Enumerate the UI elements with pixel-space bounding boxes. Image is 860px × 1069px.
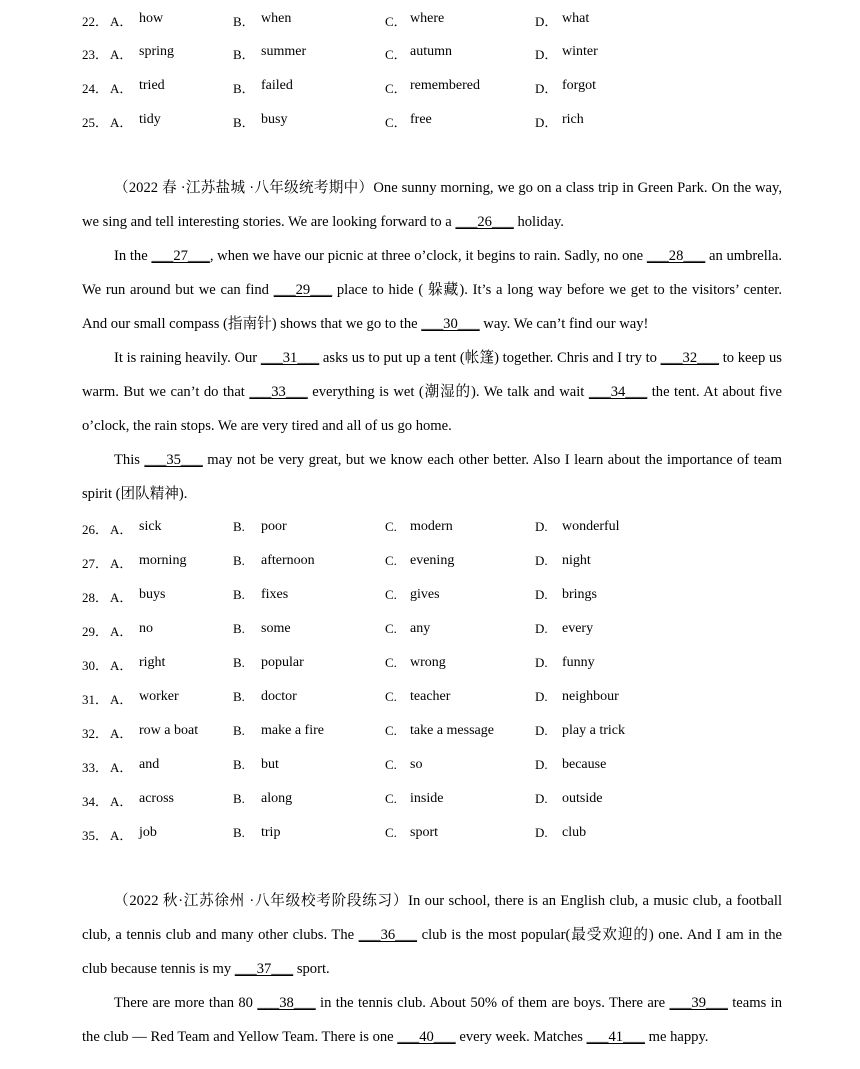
option-letter: A．	[110, 692, 133, 707]
answer-blank: ___29___	[273, 282, 333, 298]
passage-text: to keep us warm. But we can’t do that	[82, 350, 782, 400]
option-text: morning	[139, 553, 187, 568]
question-number: 31．	[82, 692, 109, 707]
passage-text: In the	[114, 248, 152, 264]
option-letter: B.	[233, 553, 245, 568]
option-text: take a message	[410, 723, 494, 738]
option-letter: B.	[233, 655, 245, 670]
option-letter: A．	[110, 115, 133, 130]
option-text: right	[139, 655, 166, 670]
question-number: 29．	[82, 624, 109, 639]
option-letter: C.	[385, 825, 397, 840]
option-text: row a boat	[139, 723, 199, 738]
passage-text: teams in the club — Red Team and Yellow Team. There is one	[82, 995, 782, 1045]
option-letter: B.	[233, 757, 245, 772]
option-letter: A．	[110, 658, 133, 673]
passage-text: everything is wet (潮湿的). We talk and wait	[307, 384, 589, 400]
option-letter: B．	[233, 115, 255, 130]
option-text: tried	[139, 78, 165, 93]
option-letter: A．	[110, 522, 133, 537]
option-letter: D.	[535, 757, 548, 772]
option-letter: B.	[233, 587, 245, 602]
question-number: 34．	[82, 794, 109, 809]
question-row	[0, 519, 860, 543]
option-letter: A．	[110, 794, 133, 809]
passage-school-clubs	[82, 884, 782, 1054]
option-letter: C.	[385, 791, 397, 806]
option-letter: D．	[535, 81, 558, 96]
question-number: 22．	[82, 14, 109, 29]
option-text: doctor	[261, 689, 297, 704]
option-text: spring	[139, 44, 174, 59]
option-text: no	[139, 621, 153, 636]
option-text: every	[562, 621, 594, 636]
question-row	[0, 78, 860, 102]
question-number: 30．	[82, 658, 109, 673]
option-letter: B．	[233, 47, 255, 62]
passage3-paragraph-2	[82, 986, 782, 1054]
passage2-paragraph-1	[82, 171, 782, 239]
answer-blank: ___34___	[588, 384, 648, 400]
option-text: wrong	[410, 655, 446, 670]
option-letter: A．	[110, 624, 133, 639]
answer-blank: ___32___	[660, 350, 719, 366]
option-letter: D.	[535, 519, 548, 534]
question-row	[0, 791, 860, 815]
option-text: across	[139, 791, 174, 806]
option-letter: C．	[385, 115, 407, 130]
option-text: funny	[562, 655, 595, 670]
passage-text: It is raining heavily. Our	[114, 350, 261, 366]
option-letter: B.	[233, 621, 245, 636]
question-number: 28．	[82, 590, 109, 605]
option-letter: D.	[535, 553, 548, 568]
option-text: make a fire	[261, 723, 324, 738]
question-row	[0, 112, 860, 136]
option-letter: C．	[385, 47, 407, 62]
option-letter: A．	[110, 14, 133, 29]
option-letter: A．	[110, 590, 133, 605]
question-row	[0, 621, 860, 645]
option-text: fixes	[261, 587, 289, 602]
option-letter: A．	[110, 726, 133, 741]
question-row	[0, 11, 860, 35]
answer-blank: ___30___	[421, 316, 480, 332]
question-number: 25．	[82, 115, 109, 130]
answer-blank: ___27___	[151, 248, 210, 264]
passage-text: holiday.	[513, 214, 564, 230]
option-letter: B．	[233, 14, 255, 29]
option-letter: D.	[535, 723, 548, 738]
passage-text: the tent. At about five o’clock, the rain stops. We are very tired and all of us go home.	[82, 384, 782, 434]
answer-blank: ___39___	[669, 995, 728, 1011]
option-text: club	[562, 825, 587, 840]
option-text: night	[562, 553, 591, 568]
option-letter: D.	[535, 655, 548, 670]
option-text: some	[261, 621, 291, 636]
answer-blank: ___26___	[455, 214, 514, 230]
passage-text: every week. Matches	[455, 1029, 587, 1045]
question-number: 27．	[82, 556, 109, 571]
option-text: trip	[261, 825, 281, 840]
passage-text: sport.	[293, 961, 330, 977]
question-number: 32．	[82, 726, 109, 741]
option-text: along	[261, 791, 293, 806]
option-text: afternoon	[261, 553, 315, 568]
passage-text: , when we have our picnic at three o’clock, it begins to rain. Sadly, no one	[209, 248, 647, 264]
option-letter: C.	[385, 757, 397, 772]
option-text: free	[410, 112, 432, 127]
option-text: rich	[562, 112, 584, 127]
question-number: 26．	[82, 522, 109, 537]
option-text: poor	[261, 519, 287, 534]
passage2-paragraph-4	[82, 443, 782, 511]
option-text: wonderful	[562, 519, 620, 534]
answer-blank: ___38___	[257, 995, 316, 1011]
passage-text: place to hide ( 躲藏). It’s a long way before we get to the visitors’ center. And our small compass (指南针) shows that we go to the	[82, 282, 783, 332]
question-row	[0, 825, 860, 849]
passage2-paragraph-3	[82, 341, 782, 443]
option-letter: A．	[110, 47, 133, 62]
answer-blank: ___37___	[234, 961, 294, 977]
passage-text: way. We can’t find our way!	[479, 316, 649, 332]
option-text: but	[261, 757, 279, 772]
option-text: inside	[410, 791, 444, 806]
answer-blank: ___41___	[586, 1029, 645, 1045]
question-row	[0, 44, 860, 68]
passage-text: me happy.	[644, 1029, 709, 1045]
question-number: 35．	[82, 828, 109, 843]
option-letter: D.	[535, 587, 548, 602]
option-letter: C．	[385, 14, 407, 29]
option-letter: A．	[110, 828, 133, 843]
option-text: modern	[410, 519, 453, 534]
option-text: popular	[261, 655, 304, 670]
option-letter: B.	[233, 825, 245, 840]
question-row	[0, 553, 860, 577]
option-letter: D.	[535, 791, 548, 806]
option-letter: A．	[110, 81, 133, 96]
option-letter: A．	[110, 760, 133, 775]
option-text: busy	[261, 112, 288, 127]
option-text: winter	[562, 44, 598, 59]
option-letter: C.	[385, 553, 397, 568]
answer-blank: ___31___	[260, 350, 320, 366]
option-letter: D.	[535, 825, 548, 840]
option-text: teacher	[410, 689, 451, 704]
option-text: worker	[139, 689, 179, 704]
option-text: so	[410, 757, 423, 772]
answer-blank: ___33___	[249, 384, 308, 400]
option-letter: D.	[535, 689, 548, 704]
option-text: neighbour	[562, 689, 619, 704]
question-row	[0, 689, 860, 713]
question-row	[0, 587, 860, 611]
question-row	[0, 723, 860, 747]
passage-text: This	[114, 452, 145, 468]
option-text: gives	[410, 587, 440, 602]
option-letter: C.	[385, 655, 397, 670]
passage-text: （2022 春 ·江苏盐城 ·八年级统考期中）One sunny morning, we go on a class trip in Green Park. On the way, we sing and tell interesting stories. We are looking forward to a	[82, 180, 782, 230]
question-number: 23．	[82, 47, 109, 62]
option-text: any	[410, 621, 431, 636]
option-text: sport	[410, 825, 438, 840]
option-text: forgot	[562, 78, 596, 93]
passage-text: an umbrella. We run around but we can find	[82, 248, 782, 298]
option-text: play a trick	[562, 723, 625, 738]
option-text: failed	[261, 78, 293, 93]
passage2-paragraph-2	[82, 239, 782, 341]
option-text: job	[139, 825, 157, 840]
option-letter: B.	[233, 723, 245, 738]
passage-text: may not be very great, but we know each other better. Also I learn about the importance of team spirit (团队精神).	[82, 452, 782, 502]
option-text: brings	[562, 587, 597, 602]
option-letter: C.	[385, 723, 397, 738]
option-letter: D．	[535, 47, 558, 62]
option-letter: D．	[535, 115, 558, 130]
passage-green-park-trip	[82, 171, 782, 511]
passage-text: There are more than 80	[114, 995, 258, 1011]
passage3-paragraph-1	[82, 884, 782, 986]
option-letter: B.	[233, 519, 245, 534]
option-text: because	[562, 757, 607, 772]
question-row	[0, 757, 860, 781]
option-letter: D．	[535, 14, 558, 29]
option-letter: C.	[385, 519, 397, 534]
question-number: 24．	[82, 81, 109, 96]
option-text: autumn	[410, 44, 452, 59]
option-letter: B.	[233, 689, 245, 704]
option-text: what	[562, 11, 590, 26]
option-text: tidy	[139, 112, 161, 127]
answer-blank: ___40___	[397, 1029, 456, 1045]
option-text: and	[139, 757, 160, 772]
question-row	[0, 655, 860, 679]
option-letter: C．	[385, 81, 407, 96]
option-letter: C.	[385, 621, 397, 636]
option-text: remembered	[410, 78, 480, 93]
question-number: 33．	[82, 760, 109, 775]
option-letter: C.	[385, 689, 397, 704]
passage-text: in the tennis club. About 50% of them are boys. There are	[315, 995, 670, 1011]
option-letter: B．	[233, 81, 255, 96]
answer-blank: ___28___	[646, 248, 706, 264]
passage-text: asks us to put up a tent (帐篷) together. Chris and I try to	[319, 350, 661, 366]
option-letter: D.	[535, 621, 548, 636]
option-text: evening	[410, 553, 455, 568]
option-text: buys	[139, 587, 166, 602]
option-text: how	[139, 11, 164, 26]
option-text: when	[261, 11, 292, 26]
option-letter: C.	[385, 587, 397, 602]
option-letter: B.	[233, 791, 245, 806]
option-letter: A．	[110, 556, 133, 571]
passage-text: （2022 秋·江苏徐州 ·八年级校考阶段练习）In our school, there is an English club, a music club, a football club, a tennis club and many other clubs. The	[82, 893, 782, 943]
option-text: outside	[562, 791, 603, 806]
passage-text: club is the most popular(最受欢迎的) one. And I am in the club because tennis is my	[82, 927, 782, 977]
answer-blank: ___35___	[144, 452, 203, 468]
answer-blank: ___36___	[358, 927, 418, 943]
option-text: summer	[261, 44, 307, 59]
option-text: sick	[139, 519, 162, 534]
option-text: where	[410, 11, 445, 26]
